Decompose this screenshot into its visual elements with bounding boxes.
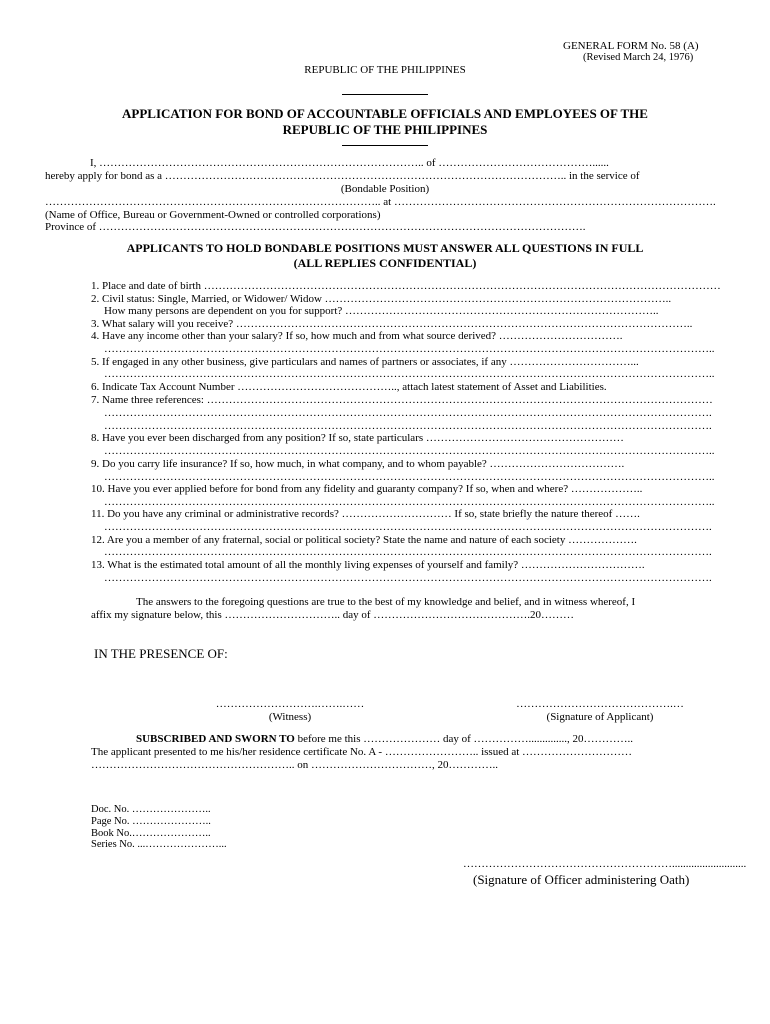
question-7-reference-3[interactable]: ………………………………………………………………………………………………………………………………………………….	[104, 420, 712, 432]
page-number[interactable]: Page No. …………………..	[91, 816, 211, 827]
question-12-continued[interactable]: ………………………………………………………………………………………………………………………………………………….	[104, 546, 712, 558]
series-number[interactable]: Series No. ...…………………...	[91, 839, 227, 850]
question-10-continued[interactable]: …………………………………………………………………………………………………………………………………………………..	[104, 496, 715, 508]
question-11-continued[interactable]: ………………………………………………………………………………………………………………………………………………….	[104, 521, 712, 533]
office-line[interactable]: ……………………………………………………………………………….. at …………………………………………………………………………….	[45, 196, 716, 208]
subscribed-rest: before me this ………………… day of …………….............., 20…………..	[294, 733, 634, 745]
subscribed-line[interactable]	[136, 733, 633, 745]
applicant-signature-label: (Signature of Applicant)	[546, 711, 654, 723]
divider-top	[342, 94, 428, 95]
residence-certificate-line[interactable]: The applicant presented to me his/her residence certificate No. A - …………………….. issued at …………………………	[91, 746, 633, 758]
officer-signature-label: (Signature of Officer administering Oath)	[473, 872, 690, 887]
applicant-name-line[interactable]: I, …………………………………………………………………………….. of ……………………………………......	[90, 157, 609, 169]
doc-number[interactable]: Doc. No. …………………..	[91, 804, 211, 815]
question-13-continued[interactable]: ………………………………………………………………………………………………………………………………………………….	[104, 572, 712, 584]
instructions-line1: APPLICANTS TO HOLD BONDABLE POSITIONS MUST ANSWER ALL QUESTIONS IN FULL	[126, 241, 644, 255]
form-title-line2: REPUBLIC OF THE PHILIPPINES	[282, 122, 488, 137]
bondable-position-line[interactable]: hereby apply for bond as a ……………………………………………………………………………………………….. in the service of	[45, 170, 640, 182]
republic-heading: REPUBLIC OF THE PHILIPPINES	[304, 64, 466, 76]
question-5-continued[interactable]: …………………………………………………………………………………………………………………………………………………..	[104, 368, 715, 380]
question-3[interactable]: 3. What salary will you receive? ……………………………………………………………………………………………………………..	[91, 318, 693, 330]
question-8[interactable]: 8. Have you ever been discharged from any position? If so, state particulars ………………………………………………	[91, 432, 624, 444]
question-9[interactable]: 9. Do you carry life insurance? If so, how much, in what company, and to whom payable? ……………………………….	[91, 458, 625, 470]
question-11[interactable]: 11. Do you have any criminal or administrative records? ………………………… If so, state briefly the nature thereof …….	[91, 508, 640, 520]
question-9-continued[interactable]: …………………………………………………………………………………………………………………………………………………..	[104, 471, 715, 483]
subscribed-bold: SUBSCRIBED AND SWORN TO	[136, 733, 295, 745]
office-caption: (Name of Office, Bureau or Government-Owned or controlled corporations)	[45, 209, 381, 221]
divider-title	[342, 145, 428, 146]
residence-certificate-date-line[interactable]: ……………………………………………….. on ……………………………, 20…………..	[91, 759, 498, 771]
officer-signature-line[interactable]: …………………………………………………...........................	[463, 858, 747, 870]
presence-label: IN THE PRESENCE OF:	[94, 646, 228, 661]
question-1[interactable]: 1. Place and date of birth ……………………………………………………………………………………………………………………………	[91, 280, 721, 292]
witness-label: (Witness)	[268, 711, 312, 723]
witness-signature-line[interactable]: ……………………….…….……	[215, 698, 365, 710]
certification-line1: The answers to the foregoing questions are true to the best of my knowledge and belief, and in witness whereof, I	[136, 596, 636, 608]
question-13[interactable]: 13. What is the estimated total amount of all the monthly living expenses of yourself and family? …………………………….	[91, 559, 645, 571]
question-6[interactable]: 6. Indicate Tax Account Number …………………………………….., attach latest statement of Asset and Liabilities.	[91, 381, 607, 393]
question-8-continued[interactable]: …………………………………………………………………………………………………………………………………………………..	[104, 445, 715, 457]
question-5[interactable]: 5. If engaged in any other business, give particulars and names of partners or associates, if any ……………………………...	[91, 356, 639, 368]
question-4[interactable]: 4. Have any income other than your salary? If so, how much and from what source derived? …………………………….	[91, 330, 623, 342]
certification-line2[interactable]: affix my signature below, this ………………………….. day of …………………………………….20………	[91, 609, 575, 621]
question-12[interactable]: 12. Are you a member of any fraternal, social or political society? State the name and nature of each society ……………….	[91, 534, 637, 546]
question-7-reference-2[interactable]: ………………………………………………………………………………………………………………………………………………….	[104, 407, 712, 419]
instructions-line2: (ALL REPLIES CONFIDENTIAL)	[293, 256, 477, 270]
question-2[interactable]: 2. Civil status: Single, Married, or Widower/ Widow …………………………………………………………………………………..	[91, 293, 672, 305]
question-10[interactable]: 10. Have you ever applied before for bond from any fidelity and guaranty company? If so, when and where? ………………..	[91, 483, 643, 495]
book-number[interactable]: Book No.…………………..	[91, 828, 211, 839]
revision-date: (Revised March 24, 1976)	[583, 52, 694, 63]
form-title-line1: APPLICATION FOR BOND OF ACCOUNTABLE OFFICIALS AND EMPLOYEES OF THE	[122, 106, 648, 121]
form-number: GENERAL FORM No. 58 (A)	[563, 40, 699, 52]
province-line[interactable]: Province of …………………………………………………………………………………………………………………….	[45, 221, 586, 233]
bondable-position-caption: (Bondable Position)	[340, 183, 430, 195]
question-2-dependents[interactable]: How many persons are dependent on you for support? …………………………………………………………………………..	[104, 305, 659, 317]
question-4-continued[interactable]: …………………………………………………………………………………………………………………………………………………..	[104, 343, 715, 355]
applicant-signature-line[interactable]: …………………………………….…	[516, 698, 684, 710]
question-7[interactable]: 7. Name three references: …………………………………………………………………………………………………………………………	[91, 394, 713, 406]
